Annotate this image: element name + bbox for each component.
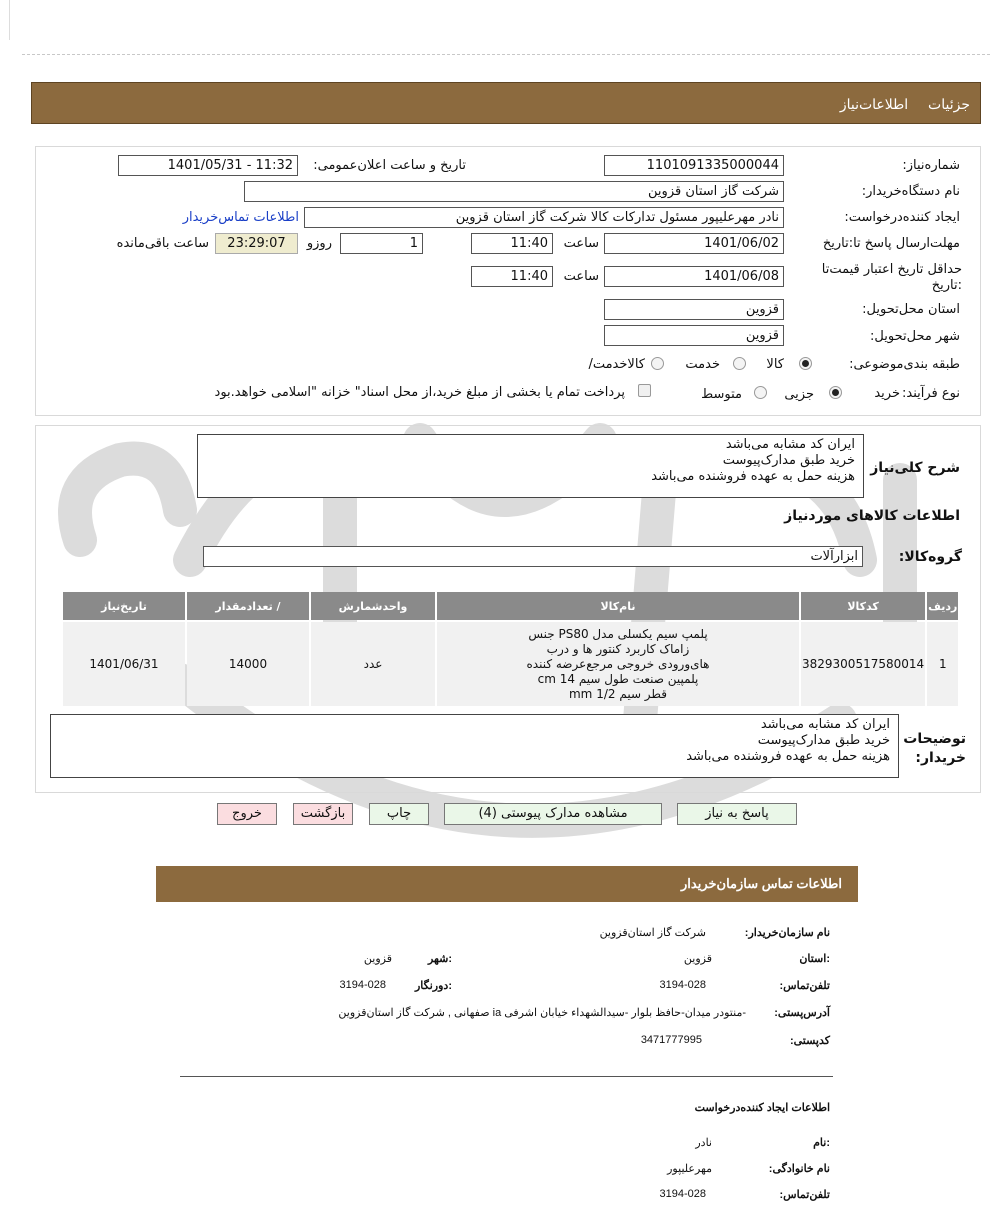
- category-goods-radio[interactable]: [799, 357, 812, 370]
- reply-button[interactable]: پاسخ به نیاز: [677, 803, 797, 825]
- goods-group-label: گروه‌کالا:: [898, 549, 962, 565]
- tab-details[interactable]: جزئیات: [928, 96, 970, 112]
- payment-note: پرداخت تمام یا بخشی از مبلغ خرید،از محل اسناد" خزانه "اسلامی خواهد.بود: [214, 385, 625, 400]
- contact-org-label: نام سازمان‌خریدار:: [744, 927, 830, 939]
- process-label: نوع فرآیند:: [902, 386, 960, 401]
- remaining-label: ساعت باقی‌مانده: [116, 236, 209, 251]
- contact-org: شرکت گاز استان‌قزوین: [599, 927, 706, 939]
- deadline-label: مهلت‌ارسال پاسخ تا:تاریخ: [822, 236, 960, 251]
- cell-row: 1: [927, 622, 958, 706]
- category-both-label: کالاخدمت/: [588, 357, 645, 372]
- requester-name-label: :نام: [813, 1137, 830, 1149]
- cell-name-line-1: پلمپ سیم یکسلی مدل PS80 جنس: [528, 626, 708, 641]
- contact-province: قزوین: [683, 953, 712, 965]
- col-date: تاریخ‌نیاز: [63, 592, 185, 620]
- need-number-field: 1101091335000044: [604, 155, 784, 176]
- back-button[interactable]: بازگشت: [293, 803, 353, 825]
- contact-address: -منتودر میدان-حافظ بلوار -سیدالشهداء خیابان اشرفی ia صفهانی , شرکت گاز استان‌قزوین: [338, 1007, 746, 1019]
- contact-phone-label: تلفن‌تماس:: [779, 980, 830, 992]
- buyer-notes-line-3: هزینه حمل به عهده فروشنده می‌باشد: [686, 749, 890, 764]
- buyer-org-label: نام دستگاه‌خریدار:: [861, 184, 960, 199]
- announce-label: تاریخ و ساعت اعلان‌عمومی:: [313, 158, 466, 173]
- cell-name-line-4: پلمپین صنعت طول سیم 14 cm: [537, 671, 699, 686]
- contact-divider: [180, 1076, 833, 1077]
- category-goods-label: کالا: [766, 357, 784, 372]
- province-field: قزوین: [604, 299, 784, 320]
- table-row: [63, 622, 958, 706]
- deadline-time-label: ساعت: [563, 236, 599, 251]
- price-valid-time-label: ساعت: [563, 269, 599, 284]
- top-divider: [22, 54, 990, 55]
- tab-need-info[interactable]: اطلاعات‌نیاز: [839, 96, 909, 112]
- requester-name: نادر: [695, 1137, 712, 1149]
- details-header: [31, 82, 981, 124]
- process-medium-label: متوسط: [701, 387, 742, 402]
- announce-field: 1401/05/31 - 11:32: [118, 155, 298, 176]
- cell-unit: عدد: [311, 622, 435, 706]
- process-medium-radio[interactable]: [754, 386, 767, 399]
- province-label: استان محل‌تحویل:: [862, 302, 960, 317]
- category-both-radio[interactable]: [651, 357, 664, 370]
- goods-table: [61, 590, 960, 708]
- price-valid-label: حداقل تاریخ اعتبار قیمت‌تا :تاریخ: [821, 262, 962, 293]
- price-valid-time-field: 11:40: [471, 266, 553, 287]
- creator-field: نادر مهرعلیپور مسئول تدارکات کالا شرکت گاز استان قزوین: [304, 207, 784, 228]
- page-edge-line: [9, 0, 10, 40]
- buyer-notes-label-2: خریدار:: [915, 750, 966, 766]
- price-valid-date-field: 1401/06/08: [604, 266, 784, 287]
- cell-name-line-5: قطر سیم 1/2 mm: [568, 686, 668, 701]
- col-unit: واحدشمارش: [311, 592, 435, 620]
- creator-label: ایجاد کننده‌درخواست:: [844, 210, 960, 225]
- process-small-label: جزیی: [784, 387, 814, 402]
- summary-line-1: ایران کد مشابه می‌باشد: [725, 437, 855, 452]
- cell-name-line-2: زاماک کاربرد کنتور ها و درب: [546, 641, 690, 656]
- category-service-label: خدمت: [685, 357, 720, 372]
- col-row: ردیف: [927, 592, 958, 620]
- contact-phone: 3194-028: [659, 979, 706, 991]
- contact-fax-label: :دورنگار: [415, 980, 452, 992]
- city-field: قزوین: [604, 325, 784, 346]
- summary-box: [197, 434, 864, 498]
- requester-family: مهرعلیپور: [667, 1163, 712, 1175]
- goods-group-field: ابزارآلات: [203, 546, 863, 567]
- buyer-notes-line-1: ایران کد مشابه می‌باشد: [760, 717, 890, 732]
- buyer-contact-link[interactable]: اطلاعات تماس‌خریدار: [182, 210, 299, 225]
- goods-section-title: اطلاعات کالاهای موردنیاز: [784, 508, 960, 524]
- days-label: روزو: [306, 236, 332, 251]
- contact-header: اطلاعات تماس سازمان‌خریدار: [156, 866, 858, 902]
- attachments-button[interactable]: مشاهده مدارک پیوستی (4): [444, 803, 662, 825]
- cell-date: 1401/06/31: [63, 622, 185, 706]
- contact-postal: 3471777995: [640, 1034, 702, 1046]
- need-number-label: شماره‌نیاز:: [902, 158, 960, 173]
- contact-postal-label: کد‌پستی:: [789, 1035, 830, 1047]
- remaining-timer: 23:29:07: [215, 233, 298, 254]
- summary-line-3: هزینه حمل به عهده فروشنده می‌باشد: [651, 469, 855, 484]
- cell-qty: 14000: [187, 622, 309, 706]
- payment-checkbox[interactable]: [638, 384, 651, 397]
- cell-code: 3829300517580014: [801, 622, 925, 706]
- cell-name-line-3: های‌ورودی خروجی مرجع‌عرضه کننده: [526, 656, 710, 671]
- contact-province-label: :استان: [799, 953, 830, 965]
- requester-phone: 3194-028: [659, 1188, 706, 1200]
- requester-family-label: نام خانوادگی:: [768, 1163, 830, 1175]
- requester-phone-label: تلفن‌تماس:: [779, 1189, 830, 1201]
- buyer-notes-line-2: خرید طبق مدارک‌پیوست: [757, 733, 890, 748]
- goods-table-wrap: [61, 590, 960, 708]
- contact-city: قزوین: [363, 953, 392, 965]
- city-label: شهر محل‌تحویل:: [870, 329, 960, 344]
- process-value: خرید: [874, 386, 900, 401]
- exit-button[interactable]: خروج: [217, 803, 277, 825]
- goods-table-header-row: [63, 592, 958, 620]
- days-field: 1: [340, 233, 423, 254]
- deadline-date-field: 1401/06/02: [604, 233, 784, 254]
- category-service-radio[interactable]: [733, 357, 746, 370]
- contact-fax: 3194-028: [339, 979, 386, 991]
- contact-city-label: :شهر: [427, 953, 452, 965]
- buyer-notes-label-1: توضیحات: [903, 731, 966, 747]
- deadline-time-field: 11:40: [471, 233, 553, 254]
- category-label: طبقه بندی‌موضوعی:: [849, 357, 960, 372]
- col-name: نام‌کالا: [437, 592, 799, 620]
- col-qty: / تعدادمقدار: [187, 592, 309, 620]
- summary-label: شرح کلی‌نیاز: [870, 460, 960, 476]
- cell-name: [437, 622, 799, 706]
- summary-line-2: خرید طبق مدارک‌پیوست: [722, 453, 855, 468]
- contact-address-label: آدرس‌پستی:: [774, 1007, 830, 1019]
- col-code: کدکالا: [801, 592, 925, 620]
- process-small-radio[interactable]: [829, 386, 842, 399]
- buyer-org-field: شرکت گاز استان قزوین: [244, 181, 784, 202]
- print-button[interactable]: چاپ: [369, 803, 429, 825]
- requester-title: اطلاعات ایجاد کننده‌درخواست: [694, 1102, 830, 1114]
- buyer-notes-box: [50, 714, 899, 778]
